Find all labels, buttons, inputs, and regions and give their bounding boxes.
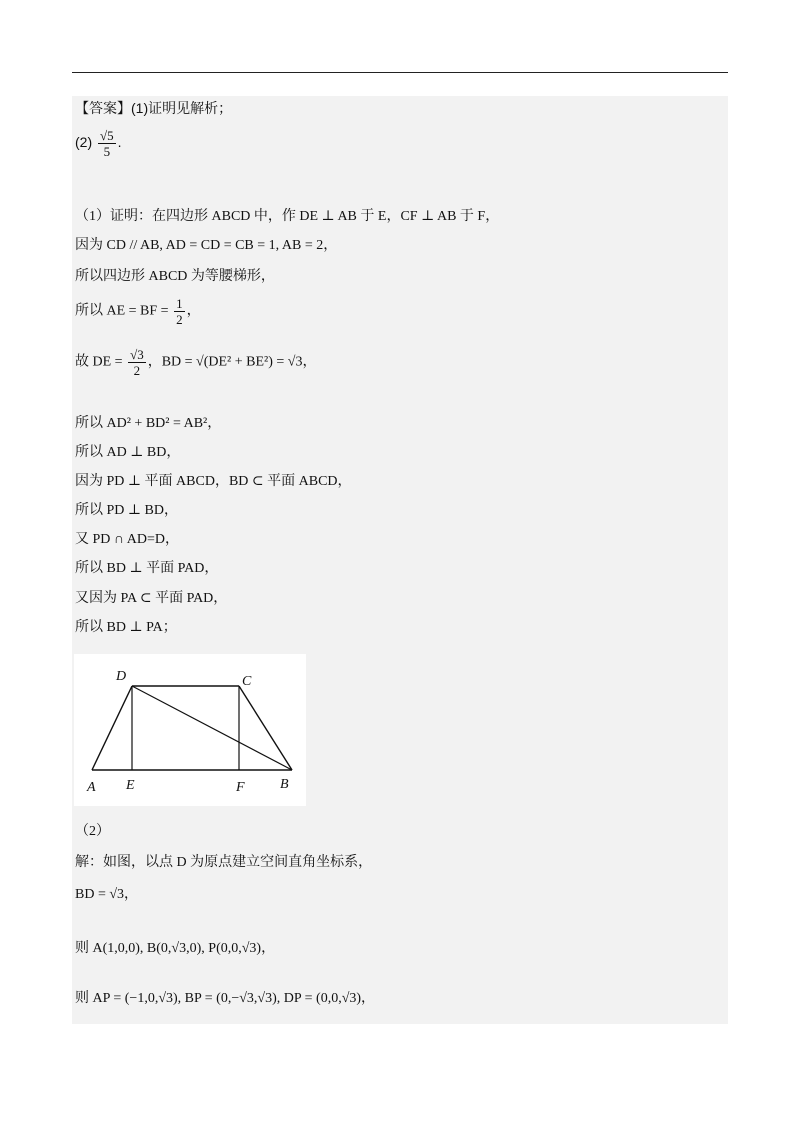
proof-line-12: 又因为 PA ⊂ 平面 PAD， (75, 591, 228, 606)
label-e: E (126, 778, 135, 793)
proof-line-5-den: 2 (133, 363, 141, 378)
answer-line-2 (75, 128, 122, 159)
proof-line-4 (75, 296, 201, 327)
proof-line-13: 所以 BD ⊥ PA； (75, 620, 177, 635)
proof-line-4-prefix: 所以 AE = BF = (75, 303, 169, 319)
segment-cb (239, 686, 292, 770)
proof-line-5-fraction (128, 347, 146, 378)
part2-line-2: 解：如图，以点 D 为原点建立空间直角坐标系， (75, 855, 373, 870)
proof-line-4-den: 2 (176, 312, 183, 327)
proof-line-5-num: √3 (130, 347, 144, 362)
answer-fraction (98, 128, 116, 159)
answer-line-1 (75, 99, 232, 117)
label-c: C (242, 674, 252, 689)
label-d: D (116, 669, 127, 684)
part2-line-3: BD = √3， (75, 887, 139, 902)
answer-tag: 【答案】 (75, 100, 131, 116)
proof-line-11: 所以 BD ⊥ 平面 PAD， (75, 561, 219, 576)
proof-line-9: 所以 PD ⊥ BD， (75, 503, 179, 518)
proof-line-5-prefix: 故 DE = (75, 354, 123, 370)
trapezoid-svg (74, 654, 306, 806)
proof-line-7: 所以 AD ⊥ BD， (75, 445, 181, 460)
header-rule (72, 72, 728, 73)
answer-fraction-den: 5 (103, 144, 111, 159)
trapezoid-diagram (74, 654, 306, 806)
proof-line-4-fraction (174, 296, 185, 327)
proof-line-3: 所以四边形 ABCD 为等腰梯形， (75, 269, 275, 284)
part2-line-4: 则 A(1,0,0), B(0,√3,0), P(0,0,√3)， (75, 941, 276, 956)
part2-line-5: 则 AP = (−1,0,√3), BP = (0,−√3,√3), DP = (0,0,√3)， (75, 991, 376, 1006)
proof-line-2: 因为 CD // AB, AD = CD = CB = 1, AB = 2， (75, 238, 338, 253)
proof-line-6: 所以 AD² + BD² = AB²， (75, 416, 222, 431)
label-a: A (87, 780, 96, 795)
proof-line-10: 又 PD ∩ AD=D， (75, 532, 179, 547)
part2-line-1: （2） (75, 824, 110, 839)
label-f: F (236, 780, 245, 795)
label-b: B (280, 777, 289, 792)
proof-line-4-num: 1 (176, 296, 183, 311)
answer-part2-suffix: . (117, 134, 122, 151)
proof-line-5 (75, 347, 316, 378)
proof-line-1: （1）证明：在四边形 ABCD 中，作 DE ⊥ AB 于 E，CF ⊥ AB 于 F， (75, 209, 500, 224)
proof-line-8: 因为 PD ⊥ 平面 ABCD，BD ⊂ 平面 ABCD， (75, 474, 352, 489)
segment-db (132, 686, 292, 770)
answer-fraction-num: √5 (100, 128, 114, 143)
answer-part2-prefix: (2) (75, 134, 93, 151)
segment-ad (92, 686, 132, 770)
proof-line-5-suffix: ，BD = √(DE² + BE²) = √3， (147, 354, 317, 370)
answer-part1: (1)证明见解析； (131, 100, 233, 116)
proof-line-4-suffix: ， (186, 303, 201, 319)
